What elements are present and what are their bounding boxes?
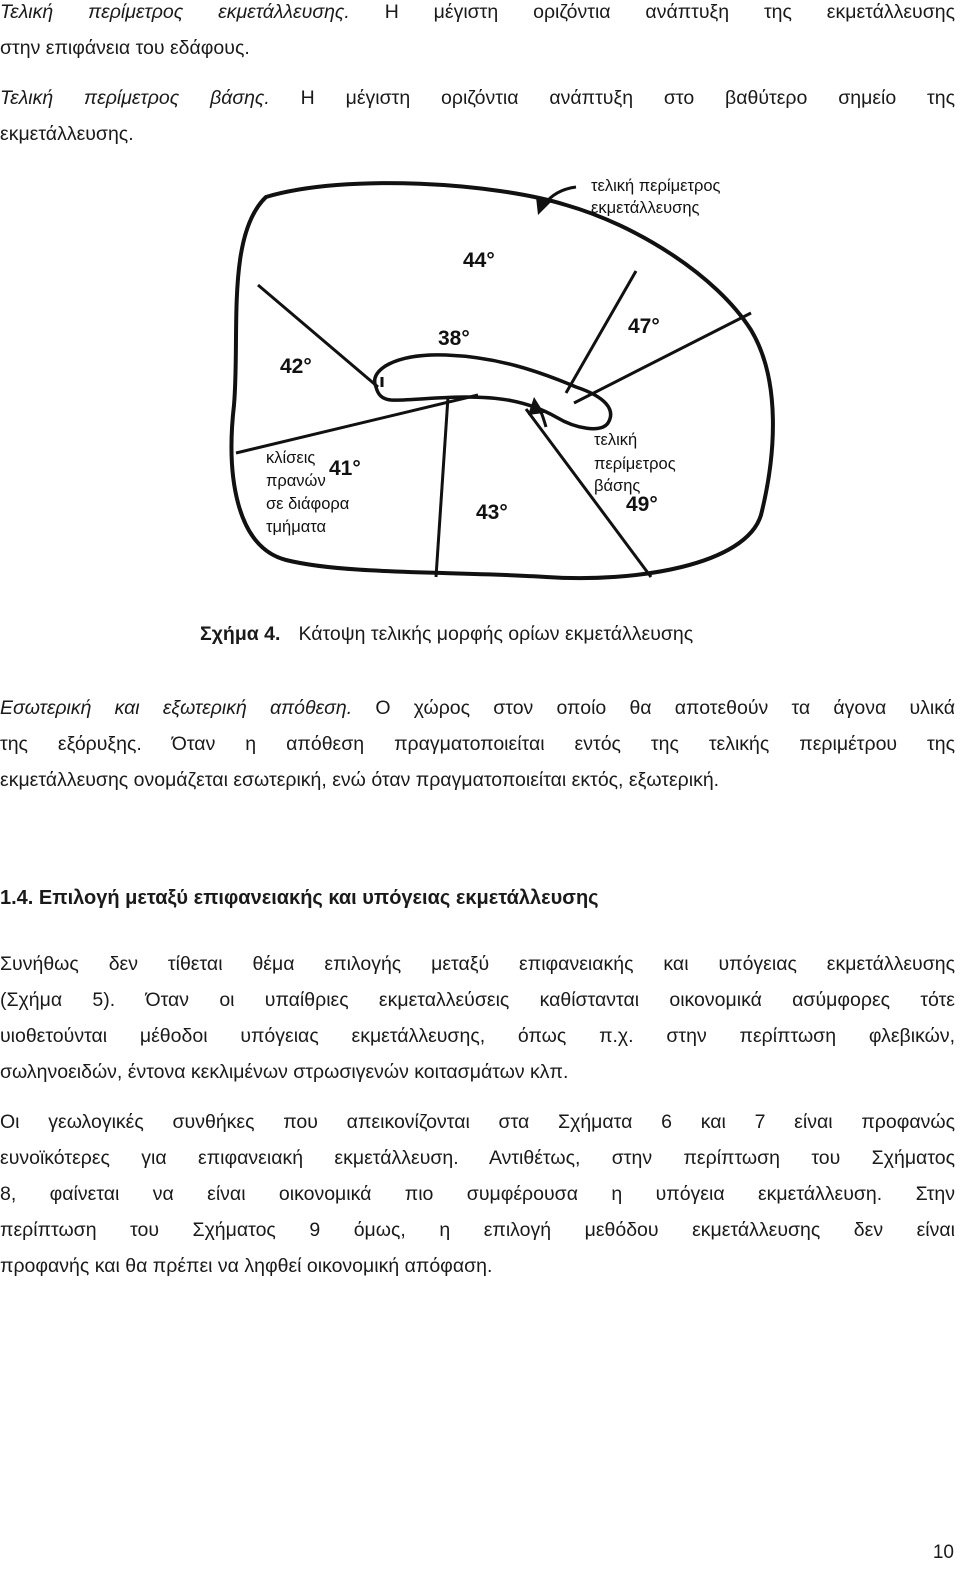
definition-text: Ο χώρος στον οποίο θα αποτεθούν τα άγονα υλικά <box>375 697 955 719</box>
definition-line: εκμετάλλευσης ονομάζεται εσωτερική, ενώ όταν πραγματοποιείται εκτός, εξωτερική. <box>0 769 720 791</box>
label-base-perimeter-2: περίμετρος <box>594 455 676 473</box>
label-slopes-4: τμήματα <box>266 518 327 536</box>
section-paragraph-1 <box>0 946 955 1090</box>
paragraph-line: υιοθετούνται μέθοδοι υπόγειας εκμετάλλευσης, όπως π.χ. στην περίπτωση φλεβικών, <box>0 1025 955 1047</box>
label-base-perimeter-1: τελική <box>594 431 638 449</box>
paragraph-line: (Σχήμα 5). Όταν οι υπαίθριες εκμεταλλεύσεις καθίστανται οικονομικά ασύμφορες τότε <box>0 989 955 1011</box>
paragraph-line: ευνοϊκότερες για επιφανειακή εκμετάλλευση. Αντιθέτως, στην περίπτωση του Σχήματος <box>0 1147 955 1169</box>
label-base-perimeter-3: βάσης <box>594 477 641 495</box>
definition-line: της εξόρυξης. Όταν η απόθεση πραγματοποιείται εντός της τελικής περιμέτρου της <box>0 733 955 755</box>
figure-caption <box>200 616 693 652</box>
definition-line: στην επιφάνεια του εδάφους. <box>0 37 250 59</box>
definition-text: Η μέγιστη οριζόντια ανάπτυξη της εκμετάλλευσης <box>384 1 956 23</box>
label-slopes-3: σε διάφορα <box>266 495 350 513</box>
label-slopes-2: πρανών <box>266 472 326 490</box>
definition-line <box>0 80 955 116</box>
base-perimeter-outline <box>375 355 611 429</box>
definition-line: εκμετάλλευσης. <box>0 123 134 145</box>
angle-42: 42° <box>280 355 312 378</box>
caption-label: Σχήμα 4. <box>200 623 281 645</box>
term-final-perimeter: Τελική περίμετρος εκμετάλλευσης. <box>0 1 350 23</box>
caption-text: Κάτοψη τελικής μορφής ορίων εκμετάλλευσης <box>298 623 694 645</box>
paragraph-line: σωληνοειδών, έντονα κεκλιμένων στρωσιγενών κοιτασμάτων κλπ. <box>0 1061 569 1083</box>
label-outer-perimeter-2: εκμετάλλευσης <box>591 199 700 217</box>
leader-arrows <box>536 187 576 427</box>
term-base-perimeter: Τελική περίμετρος βάσης. <box>0 87 270 109</box>
angle-41: 41° <box>329 457 361 480</box>
paragraph-line: περίπτωση του Σχήματος 9 όμως, η επιλογή μεθόδου εκμετάλλευσης δεν είναι <box>0 1219 955 1241</box>
definition-text: Η μέγιστη οριζόντια ανάπτυξη στο βαθύτερο σημείο της <box>300 87 955 109</box>
angle-44: 44° <box>463 249 495 272</box>
definition-final-perimeter <box>0 0 955 66</box>
paragraph-line: Συνήθως δεν τίθεται θέμα επιλογής μεταξύ επιφανειακής και υπόγειας εκμετάλλευσης <box>0 953 955 975</box>
definition-line <box>0 690 955 726</box>
angle-47: 47° <box>628 315 660 338</box>
paragraph-line: προφανής και θα πρέπει να ληφθεί οικονομική απόφαση. <box>0 1255 493 1277</box>
angle-43: 43° <box>476 501 508 524</box>
section-paragraph-2 <box>0 1104 955 1284</box>
angle-49: 49° <box>626 493 658 516</box>
term-deposit: Εσωτερική και εξωτερική απόθεση. <box>0 697 353 719</box>
page-number: 10 <box>932 1542 954 1563</box>
label-slopes-1: κλίσεις <box>266 449 316 467</box>
definition-line <box>0 0 955 30</box>
angle-38: 38° <box>438 327 470 350</box>
paragraph-line: 8, φαίνεται να είναι οικονομικά πιο συμφέρουσα η υπόγεια εκμετάλλευση. Στην <box>0 1183 955 1205</box>
definition-deposit <box>0 690 955 798</box>
paragraph-line: Οι γεωλογικές συνθήκες που απεικονίζονται στα Σχήματα 6 και 7 είναι προφανώς <box>0 1111 955 1133</box>
definition-base-perimeter <box>0 80 955 152</box>
label-outer-perimeter-1: τελική περίμετρος <box>591 177 721 195</box>
figure-pit-plan <box>196 165 786 605</box>
section-heading: 1.4. Επιλογή μεταξύ επιφανειακής και υπόγειας εκμετάλλευσης <box>0 887 599 909</box>
